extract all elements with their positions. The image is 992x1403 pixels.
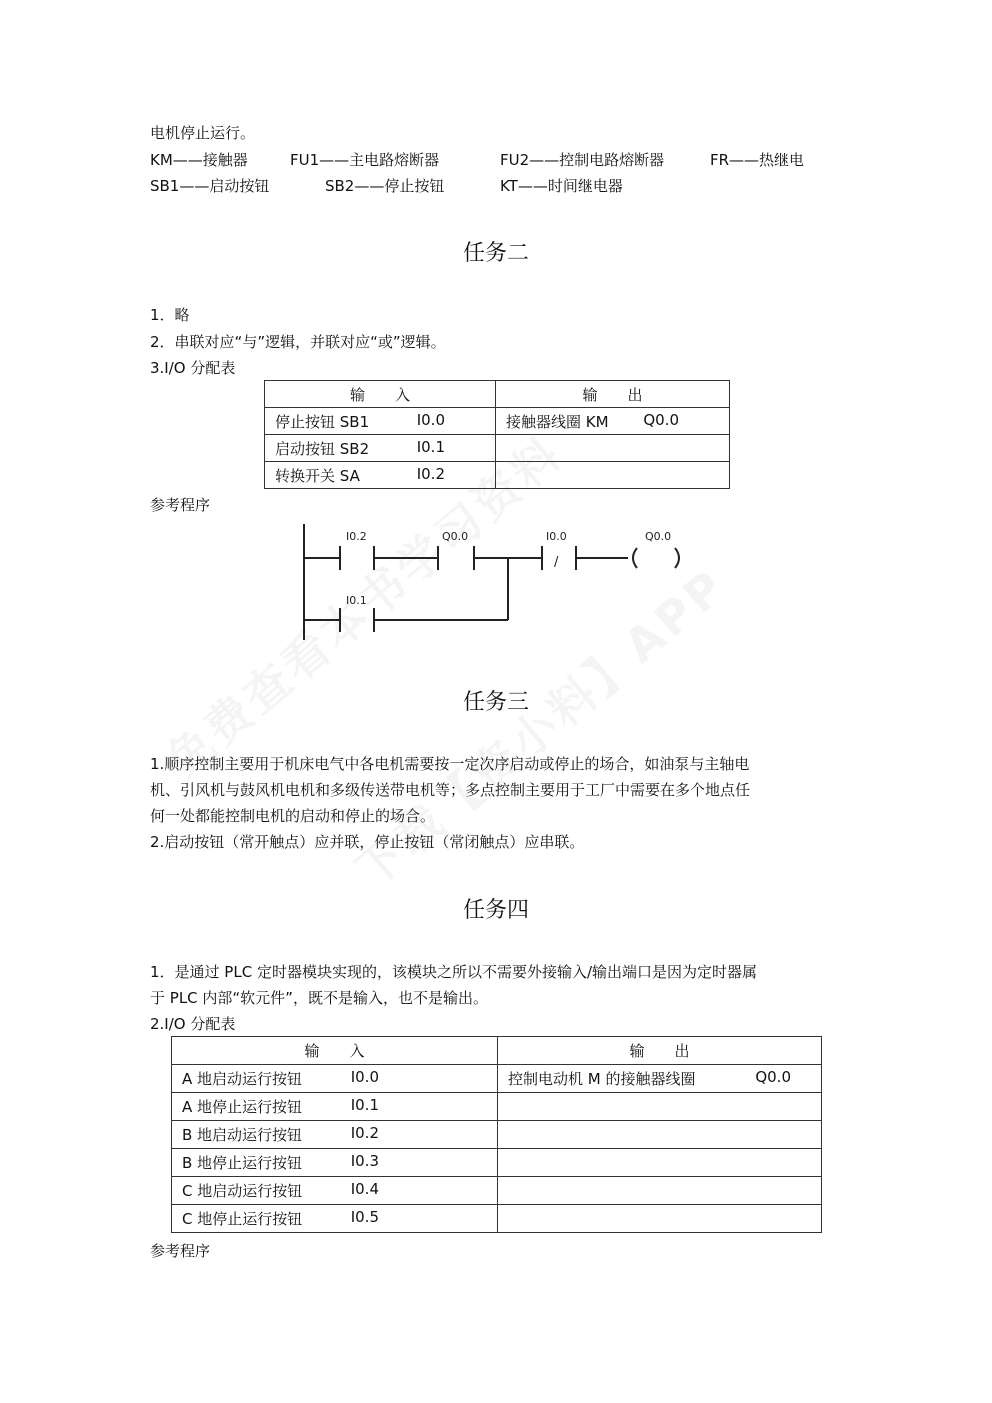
task2-item1: 1．略 bbox=[150, 306, 190, 324]
task2-item2: 2．串联对应“与”逻辑，并联对应“或”逻辑。 bbox=[150, 333, 446, 351]
input-address: I0.1 bbox=[350, 1096, 379, 1114]
input-name: A 地停止运行按钮 bbox=[182, 1098, 303, 1116]
input-address: I0.0 bbox=[416, 410, 445, 429]
task3-p1-line1: 1.顺序控制主要用于机床电气中各电机需要按一定次序启动或停止的场合，如油泵与主轴电 bbox=[150, 755, 750, 773]
label-contact-i02: I0.2 bbox=[346, 530, 367, 543]
table-header-input: 输 入 bbox=[265, 381, 496, 408]
task3-p1-line2: 机、引风机与鼓风机电机和多级传送带电机等；多点控制主要用于工厂中需要在多个地点任 bbox=[150, 781, 751, 799]
coil-right-arc bbox=[675, 548, 679, 568]
task2-item3: 3.I/O 分配表 bbox=[150, 359, 236, 377]
normally-closed-mark: / bbox=[554, 555, 559, 570]
input-name: B 地停止运行按钮 bbox=[182, 1154, 303, 1172]
ladder-diagram bbox=[290, 520, 710, 645]
table-header-input: 输 入 bbox=[172, 1037, 498, 1065]
task3-p2: 2.启动按钮（常开触点）应并联，停止按钮（常闭触点）应串联。 bbox=[150, 833, 585, 851]
input-name: C 地停止运行按钮 bbox=[182, 1210, 303, 1228]
task2-title: 任务二 bbox=[462, 241, 529, 266]
task4-p1-line2: 于 PLC 内部“软元件”，既不是输入，也不是输出。 bbox=[150, 989, 488, 1007]
table-row bbox=[172, 1205, 822, 1233]
table-row bbox=[172, 1177, 822, 1205]
table-row bbox=[172, 1149, 822, 1177]
label-contact-i00: I0.0 bbox=[546, 530, 567, 543]
table-row bbox=[265, 462, 730, 489]
legend-sb1: SB1——启动按钮 bbox=[150, 177, 270, 195]
coil-left-arc bbox=[633, 548, 637, 568]
input-name: 启动按钮 SB2 bbox=[275, 439, 370, 458]
output-name: 控制电动机 M 的接触器线圈 bbox=[508, 1070, 696, 1088]
task4-ref-program: 参考程序 bbox=[150, 1242, 211, 1260]
input-address: I0.4 bbox=[350, 1180, 379, 1198]
output-address: Q0.0 bbox=[755, 1068, 791, 1086]
input-name: B 地启动运行按钮 bbox=[182, 1126, 303, 1144]
table-header-output: 输 出 bbox=[498, 1037, 822, 1065]
legend-fr: FR——热继电 bbox=[710, 151, 805, 169]
legend-fu1: FU1——主电路熔断器 bbox=[290, 151, 440, 169]
task3-title: 任务三 bbox=[462, 690, 529, 715]
input-address: I0.0 bbox=[350, 1068, 379, 1086]
legend-sb2: SB2——停止按钮 bbox=[325, 177, 445, 195]
label-contact-q00: Q0.0 bbox=[442, 530, 469, 543]
label-coil-q00: Q0.0 bbox=[645, 530, 672, 543]
intro-line: 电机停止运行。 bbox=[150, 124, 256, 142]
task2-ref-program: 参考程序 bbox=[150, 496, 211, 514]
output-name: 接触器线圈 KM bbox=[506, 412, 609, 431]
input-address: I0.3 bbox=[350, 1152, 379, 1170]
task3-p1-line3: 何一处都能控制电机的启动和停止的场合。 bbox=[150, 807, 436, 825]
input-name: 转换开关 SA bbox=[275, 466, 360, 485]
table-row bbox=[172, 1093, 822, 1121]
input-address: I0.5 bbox=[350, 1208, 379, 1226]
task4-item2: 2.I/O 分配表 bbox=[150, 1015, 236, 1033]
legend-km: KM——接触器 bbox=[150, 151, 248, 169]
input-name: C 地启动运行按钮 bbox=[182, 1182, 303, 1200]
table-header-output: 输 出 bbox=[496, 381, 730, 408]
table-row bbox=[172, 1065, 822, 1093]
table-row bbox=[265, 435, 730, 462]
task4-io-table bbox=[171, 1036, 822, 1233]
task4-title: 任务四 bbox=[462, 898, 529, 923]
legend-kt: KT——时间继电器 bbox=[500, 177, 623, 195]
input-address: I0.2 bbox=[416, 464, 445, 483]
input-name: A 地启动运行按钮 bbox=[182, 1070, 303, 1088]
input-name: 停止按钮 SB1 bbox=[275, 412, 370, 431]
table-row bbox=[265, 408, 730, 435]
task2-io-table bbox=[264, 380, 730, 489]
output-address: Q0.0 bbox=[643, 410, 679, 429]
table-row bbox=[172, 1121, 822, 1149]
input-address: I0.1 bbox=[416, 437, 445, 456]
label-contact-i01: I0.1 bbox=[346, 594, 367, 607]
legend-fu2: FU2——控制电路熔断器 bbox=[500, 151, 665, 169]
task4-p1-line1: 1．是通过 PLC 定时器模块实现的，该模块之所以不需要外接输入/输出端口是因为定时器属 bbox=[150, 963, 758, 981]
input-address: I0.2 bbox=[350, 1124, 379, 1142]
